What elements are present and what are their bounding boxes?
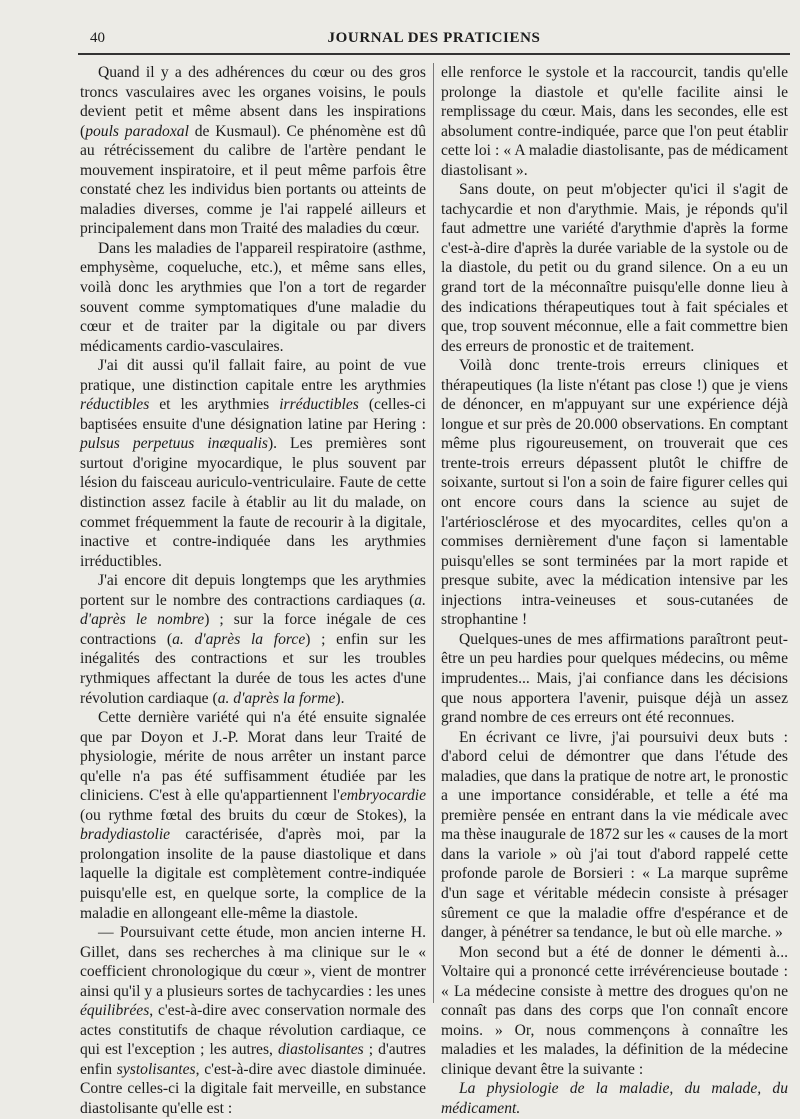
text-run: En écrivant ce livre, j'ai poursuivi deux buts : d'abord celui de démontrer que dans l'étude des maladies, que dans la pratique de notre art, le pronostic a une importance considérable, et telle a été ma première pensée en entrant dans la vie médicale avec ma thèse inaugurale de 1872 sur les « causes de la mort dans la variole » où j'ai tout d'abord rappelé cette profonde parole de Borsieri : « La marque suprême d'un sage et véritable médecin consiste à présager sûrement ce que la maladie offre d'espérance et de danger, à pénétrer sa tendance, le but où elle marche. »: [441, 728, 788, 942]
text-run: caractérisée, d'après moi, par la prolongation insolite de la pause diastolique et dans laquelle la digitale est complètement contre-indiquée puisqu'elle est, en quelque sorte, la complice de la maladie en allongeant elle-même la diastole.: [80, 826, 426, 922]
text-run: Quand il y a des adhérences du cœur ou des gros troncs vasculaires avec les organes voisins, le pouls devient petit et même absent dans les inspirations (: [80, 64, 426, 140]
italic-text: pouls paradoxal: [85, 122, 189, 140]
paragraph: [441, 728, 788, 943]
text-run: Cette dernière variété qui n'a été ensuite signalée que par Doyon et J.-P. Morat dans leur Traité de physiologie, mérite de nous arrêter un instant parce qu'elle n'a pas été suffisamment étudiée par les cliniciens. C'est à elle qu'appartiennent l': [80, 709, 426, 805]
text-run: — Poursuivant cette étude, mon ancien interne H. Gillet, dans ses recherches à ma clinique sur le « coefficient chronologique du cœur », vient de montrer ainsi qu'il y a plusieurs sortes de tachycardies : les unes: [80, 924, 426, 1000]
paragraph: [441, 356, 788, 630]
text-run: Quelques-unes de mes affirmations paraîtront peut-être un peu hardies pour quelques médecins, ou même imprudentes... Mais, j'ai confiance dans les décisions que nous apportera l'avenir, puisque déjà un assez grand nombre de ces erreurs ont été reconnues.: [441, 630, 788, 727]
paragraph: [441, 180, 788, 356]
italic-text: a. d'après le nombre: [80, 591, 426, 629]
text-run: ; d'autres enfin: [80, 1041, 426, 1078]
paragraph: [441, 943, 788, 1080]
text-run: ) ; enfin sur les inégalités des contractions et sur les troubles rythmiques affectant la durée de tous les actes d'une révolution cardiaque (: [80, 630, 426, 707]
text-run: Dans les maladies de l'appareil respiratoire (asthme, emphysème, coqueluche, etc.), et même sans elles, voilà donc les arythmies que l'on a tort de regarder souvent comme symptomatiques d'une maladie du cœur et de traiter par la digitale ou par divers médicaments cardio-vasculaires.: [80, 239, 426, 355]
column-divider: [433, 63, 434, 1003]
italic-text: pulsus perpetuus inæqualis: [80, 435, 268, 453]
paragraph: [441, 1079, 788, 1118]
paragraph: [80, 356, 426, 571]
paragraph: [80, 708, 426, 923]
text-run: Sans doute, on peut m'objecter qu'ici il s'agit de tachycardie et non d'arythmie. Mais, je réponds qu'il faut admettre une variété d'arythmie d'après la forme c'est-à-dire d'après la durée variable de la systole ou de la diastole, du petit ou du grand silence. On a eu un grand tort de la méconnaître puisqu'elle donne lieu à des indications thérapeutiques tout à fait spéciales et que, trop souvent méconnue, elle a fait commettre bien des erreurs de pronostic et de traitement.: [441, 181, 788, 355]
paragraph: [80, 239, 426, 356]
italic-text: a. d'après la forme: [217, 689, 336, 707]
italic-text: bradydiastolie: [80, 826, 171, 844]
left-column: [80, 63, 426, 1119]
page-number: 40: [90, 30, 105, 46]
italic-text: équilibrées: [80, 1002, 150, 1020]
text-run: J'ai dit aussi qu'il fallait faire, au point de vue pratique, une distinction capitale entre les arythmies: [80, 357, 426, 394]
text-run: (ou rythme fœtal des bruits du cœur de Stokes), la: [80, 806, 426, 824]
text-run: (celles-ci baptisées ensuite d'une désignation latine par Hering :: [80, 396, 426, 433]
text-run: de Kusmaul). Ce phénomène est dû au rétrécissement du calibre de l'artère pendant le mouvement inspiratoire, et il peut même parfois être constaté chez les individus bien portants ou atteints de maladies diverses, comme je l'ai rappelé ailleurs et principalement dans mon Traité des maladies du cœur.: [80, 122, 427, 238]
italic-text: La physiologie de la maladie, du malade, du médicament.: [441, 1080, 788, 1117]
paragraph: [80, 63, 426, 239]
text-run: , c'est-à-dire avec diastole diminuée. Contre celles-ci la digitale fait merveille, en substance diastolisante qu'elle est :: [80, 1060, 426, 1117]
paragraph: [80, 923, 426, 1118]
paragraph: [441, 63, 788, 180]
right-column: [441, 63, 788, 1119]
running-title: JOURNAL DES PRATICIENS: [327, 30, 541, 46]
text-run: elle renforce le systole et la raccourcit, tandis qu'elle prolonge la diastole et qu'elle facilite ainsi le remplissage du cœur. Mais, dans les secondes, elle est absolument contre-indiquée, parce que l'on peut établir cette loi : « A maladie diastolisante, pas de médicament diastolisant ».: [441, 64, 788, 179]
page-header: [78, 30, 790, 50]
text-run: et les arythmies: [149, 396, 280, 414]
italic-text: systolisantes: [116, 1060, 196, 1078]
text-run: ) ; sur la force inégale de ces contractions (: [80, 611, 426, 648]
paragraph: [80, 571, 426, 708]
text-run: Mon second but a été de donner le démenti à... Voltaire qui a prononcé cette irrévérencieuse boutade : « La médecine consiste à mettre des drogues qu'on ne connaît pas dans des corps que l'on connaît encore moins. » Or, nous commençons à connaître les maladies et les malades, la définition de la médecine clinique devant être la suivante :: [441, 943, 788, 1078]
italic-text: irréductibles: [279, 396, 359, 414]
text-run: ).: [335, 689, 345, 707]
paragraph: [441, 630, 788, 728]
text-run: ). Les premières sont surtout d'origine myocardique, le plus souvent par lésion du faisceau auriculo-ventriculaire. Faute de cette distinction assez facile à établir au lit du malade, on commet fréquemment la faute de recourir à la digitale, inactive et contre-indiquée dans les arythmies irréductibles.: [80, 435, 427, 570]
text-run: J'ai encore dit depuis longtemps que les arythmies portent sur le nombre des contractions cardiaques (: [80, 572, 426, 609]
italic-text: réductibles: [80, 396, 150, 414]
italic-text: embryocardie: [339, 787, 426, 805]
header-rule: [78, 53, 790, 55]
italic-text: a. d'après la force: [172, 630, 306, 648]
text-run: , c'est-à-dire avec conservation normale des actes constitutifs de chaque révolution cardiaque, ce qui est l'exception ; les autres,: [80, 1002, 426, 1059]
text-run: Voilà donc trente-trois erreurs cliniques et thérapeutiques (la liste n'étant pas close !) que je viens de dénoncer, en m'appuyant sur une expérience déjà longue et sur près de 20.000 observations. En comptant même plus rigoureusement, on trouverait que ces trente-trois erreurs dépassent plutôt le chiffre de soixante, surtout si l'on a soin de faire figurer celles qui ont encore cours dans la science au sujet de l'artériosclérose et des myocardites, celles qu'on a commises dernièrement d'une façon si lamentable puisqu'elles se sont terminées par la mort rapide et presque subite, avec la médication intensive par les injections intra-veineuses et sous-cutanées de strophantine !: [441, 357, 788, 629]
italic-text: diastolisantes: [277, 1041, 364, 1059]
